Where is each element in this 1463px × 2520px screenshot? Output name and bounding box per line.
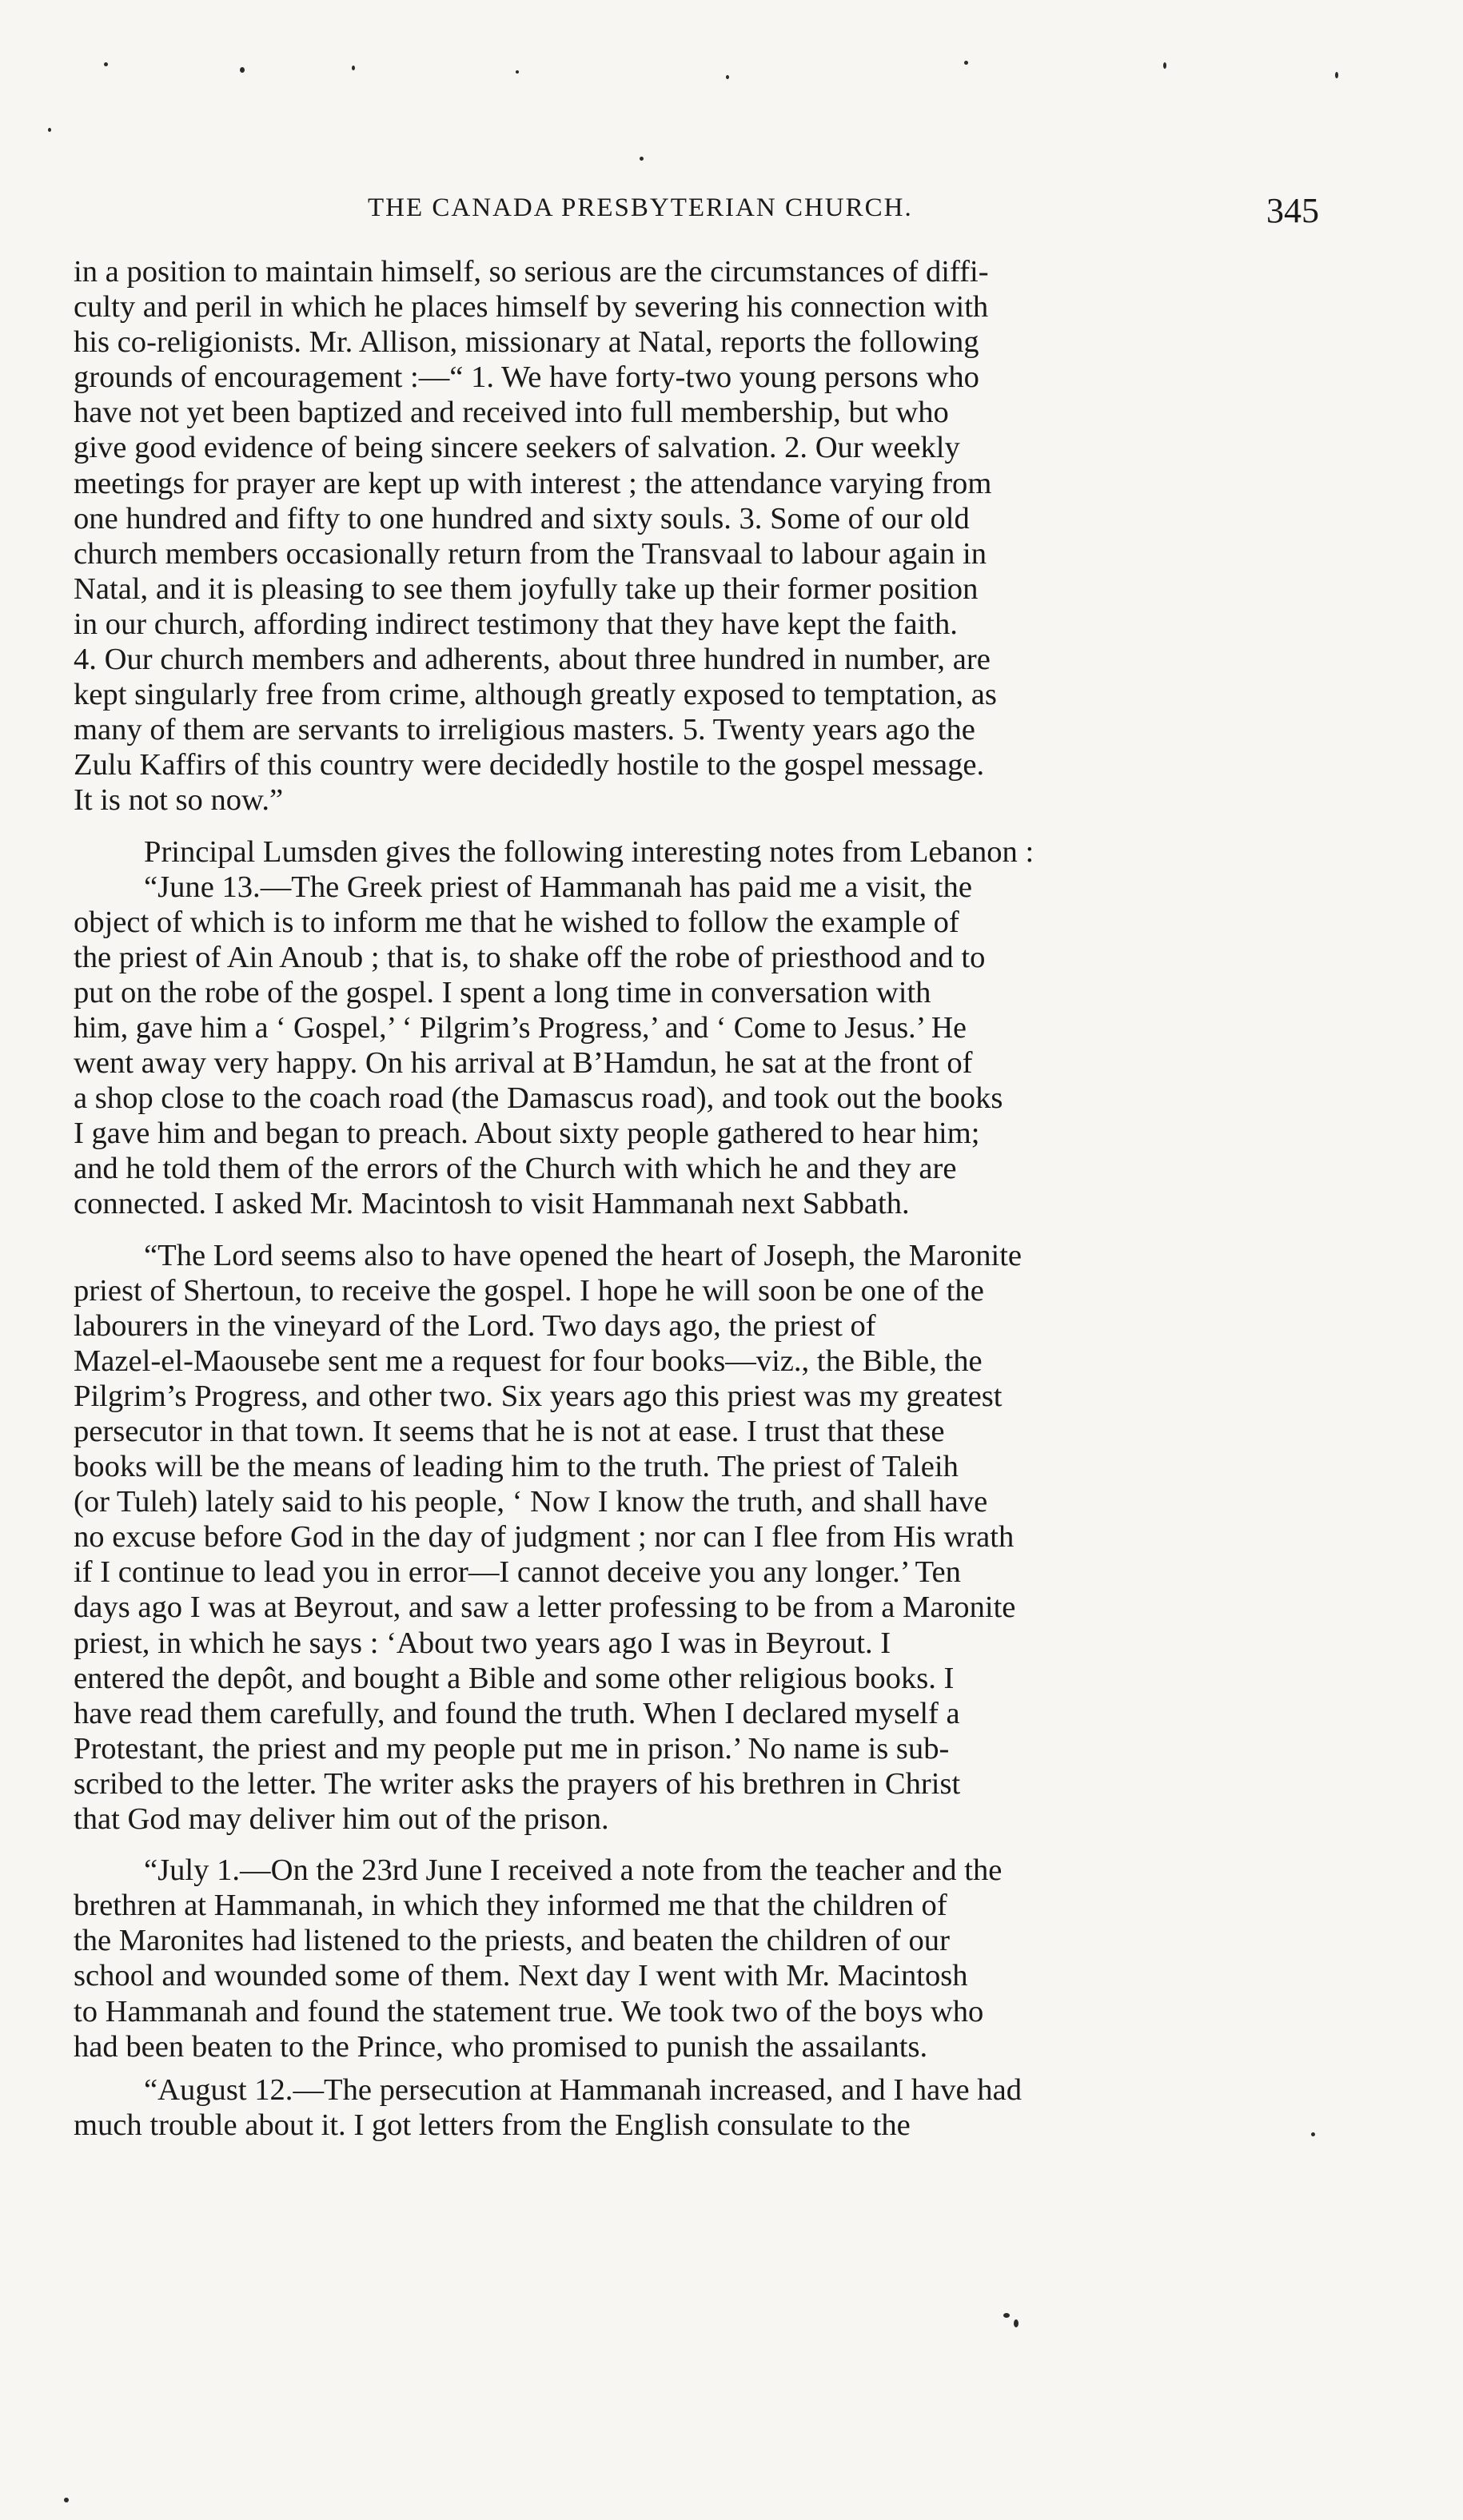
text-line: Mazel-el-Maousebe sent me a request for four books—viz., the Bible, the <box>74 1344 983 1378</box>
text-line: many of them are servants to irreligious masters. 5. Twenty years ago the <box>74 713 975 747</box>
text-line: brethren at Hammanah, in which they informed me that the children of <box>74 1889 947 1923</box>
text-line: to Hammanah and found the statement true. We took two of the boys who <box>74 1994 984 2028</box>
text-line: put on the robe of the gospel. I spent a long time in conversation with <box>74 975 931 1009</box>
scan-speck <box>1311 2132 1315 2136</box>
text-line: had been beaten to the Prince, who promised to punish the assailants. <box>74 2029 928 2064</box>
text-line: books will be the means of leading him to the truth. The priest of Taleih <box>74 1450 959 1484</box>
scan-speck <box>1163 62 1166 69</box>
text-line: and he told them of the errors of the Church with which he and they are <box>74 1152 957 1186</box>
text-line: culty and peril in which he places himself by severing his connection with <box>74 290 989 324</box>
scan-speck <box>516 70 519 74</box>
text-line: meetings for prayer are kept up with interest ; the attendance varying from <box>74 466 992 500</box>
text-line: no excuse before God in the day of judgment ; nor can I flee from His wrath <box>74 1520 1015 1555</box>
text-line: Protestant, the priest and my people put me in prison.’ No name is sub- <box>74 1731 950 1766</box>
text-line: Zulu Kaffirs of this country were decidedly hostile to the gospel message. <box>74 748 985 782</box>
text-line: Pilgrim’s Progress, and other two. Six years ago this priest was my greatest <box>74 1379 1003 1413</box>
scan-speck <box>104 62 108 66</box>
scan-speck <box>64 2498 69 2502</box>
text-line: that God may deliver him out of the prison. <box>74 1802 609 1837</box>
text-line: labourers in the vineyard of the Lord. Two days ago, the priest of <box>74 1308 876 1343</box>
text-line: “The Lord seems also to have opened the heart of Joseph, the Maronite <box>144 1238 1023 1272</box>
text-line: much trouble about it. I got letters from the English consulate to the <box>74 2108 911 2142</box>
scan-speck <box>48 128 51 132</box>
text-line: have read them carefully, and found the truth. When I declared myself a <box>74 1696 960 1730</box>
paragraph-joseph-maronite <box>74 1238 1311 1837</box>
scan-speck <box>1014 2319 1019 2327</box>
text-line: days ago I was at Beyrout, and saw a letter professing to be from a Maronite <box>74 1590 1016 1625</box>
paragraph-gap <box>74 2064 1311 2072</box>
text-line: entered the depôt, and bought a Bible and some other religious books. I <box>74 1661 955 1695</box>
paragraph-lumsden-intro <box>74 834 1311 870</box>
running-head: THE CANADA PRESBYTERIAN CHURCH. <box>368 193 913 222</box>
text-line: went away very happy. On his arrival at B’Hamdun, he sat at the front of <box>74 1046 973 1081</box>
scan-speck <box>240 67 245 73</box>
text-line: one hundred and fifty to one hundred and sixty souls. 3. Some of our old <box>74 501 970 535</box>
text-line: if I continue to lead you in error—I cannot deceive you any longer.’ Ten <box>74 1555 961 1590</box>
text-line: him, gave him a ‘ Gospel,’ ‘ Pilgrim’s Progress,’ and ‘ Come to Jesus.’ He <box>74 1010 967 1045</box>
paragraph-gap <box>74 1837 1311 1853</box>
paragraph-natal-report <box>74 254 1311 818</box>
scan-speck <box>1335 72 1338 78</box>
text-line: scribed to the letter. The writer asks the prayers of his brethren in Christ <box>74 1766 961 1801</box>
text-line: persecutor in that town. It seems that he is not at ease. I trust that these <box>74 1415 945 1448</box>
text-line: connected. I asked Mr. Macintosh to visit Hammanah next Sabbath. <box>74 1187 910 1221</box>
paragraph-gap <box>74 818 1311 834</box>
text-line: give good evidence of being sincere seekers of salvation. 2. Our weekly <box>74 431 960 465</box>
text-line: “July 1.—On the 23rd June I received a note from the teacher and the <box>144 1853 1003 1888</box>
text-line: have not yet been baptized and received into full membership, but who <box>74 396 949 430</box>
scan-speck <box>726 75 729 79</box>
scan-speck <box>1003 2313 1010 2318</box>
scan-speck <box>964 61 968 65</box>
text-line: I gave him and began to preach. About sixty people gathered to hear him; <box>74 1117 980 1151</box>
text-line: (or Tuleh) lately said to his people, ‘ Now I know the truth, and shall have <box>74 1485 988 1519</box>
text-line: church members occasionally return from the Transvaal to labour again in <box>74 536 987 571</box>
text-line: grounds of encouragement :—“ 1. We have forty-two young persons who <box>74 360 979 395</box>
text-line: priest, in which he says : ‘About two years ago I was in Beyrout. I <box>74 1626 891 1660</box>
text-line: the Maronites had listened to the priests, and beaten the children of our <box>74 1924 950 1958</box>
paragraph-june-13 <box>74 870 1311 1222</box>
scan-speck <box>352 66 355 70</box>
text-line: a shop close to the coach road (the Damascus road), and took out the books <box>74 1081 1003 1116</box>
paragraph-gap <box>74 1222 1311 1238</box>
text-line: kept singularly free from crime, although greatly exposed to temptation, as <box>74 678 997 712</box>
text-line: “June 13.—The Greek priest of Hammanah has paid me a visit, the <box>144 870 972 904</box>
text-line: Natal, and it is pleasing to see them joyfully take up their former position <box>74 571 979 606</box>
page-header <box>368 190 1319 238</box>
text-line: his co-religionists. Mr. Allison, missionary at Natal, reports the following <box>74 325 979 360</box>
text-line: the priest of Ain Anoub ; that is, to shake off the robe of priesthood and to <box>74 940 986 974</box>
paragraph-august-12 <box>74 2072 1311 2143</box>
text-line: “August 12.—The persecution at Hammanah increased, and I have had <box>144 2072 1023 2107</box>
page-number: 345 <box>1266 191 1319 230</box>
text-line: school and wounded some of them. Next day I went with Mr. Macintosh <box>74 1959 968 1993</box>
body-text <box>74 254 1311 2143</box>
text-line: 4. Our church members and adherents, about three hundred in number, are <box>74 643 991 677</box>
text-line: in a position to maintain himself, so serious are the circumstances of diffi- <box>74 255 989 289</box>
text-line: object of which is to inform me that he wished to follow the example of <box>74 905 959 939</box>
text-line: Principal Lumsden gives the following interesting notes from Lebanon : <box>144 834 1034 869</box>
text-line: It is not so now.” <box>74 783 284 818</box>
scan-speck <box>640 157 644 161</box>
paragraph-july-1 <box>74 1853 1311 2064</box>
text-line: priest of Shertoun, to receive the gospel. I hope he will soon be one of the <box>74 1273 984 1308</box>
text-line: in our church, affording indirect testimony that they have kept the faith. <box>74 607 958 641</box>
